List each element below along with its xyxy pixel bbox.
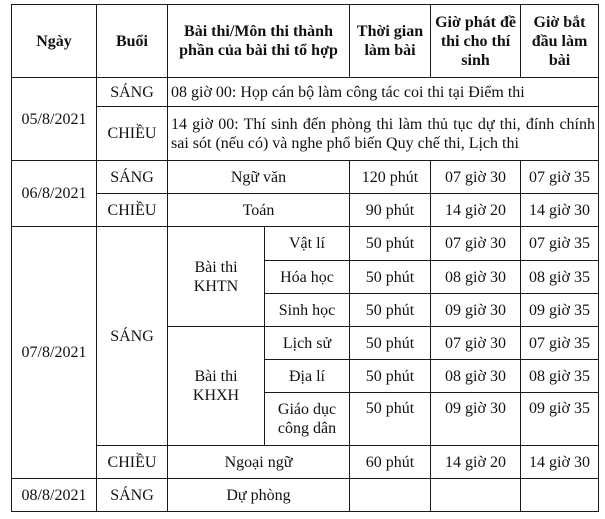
gio-phat-cell: 14 giờ 20 [431, 194, 521, 227]
session-cell: SÁNG [97, 78, 168, 107]
subject-cell: Ngoại ngữ [168, 446, 350, 479]
gio-phat-cell: 07 giờ 30 [431, 161, 521, 194]
duration-cell: 50 phút [350, 294, 431, 327]
subject-cell: Địa lí [265, 360, 350, 393]
note-cell: 08 giờ 00: Họp cán bộ làm công tác coi thi tại Điểm thi [168, 78, 599, 107]
gio-bat-dau-cell: 08 giờ 35 [521, 360, 599, 393]
duration-cell: 90 phút [350, 194, 431, 227]
duration-cell: 50 phút [350, 360, 431, 393]
group-cell: Bài thi KHTN [168, 227, 265, 327]
duration-cell: 50 phút [350, 227, 431, 261]
table-row [12, 479, 599, 512]
header-bai-thi: Bài thi/Môn thi thành phần của bài thi tổ hợp [168, 5, 350, 78]
gio-phat-cell: 08 giờ 30 [431, 360, 521, 393]
group-cell: Bài thi KHXH [168, 327, 265, 446]
table-row [12, 78, 599, 107]
gio-bat-dau-cell: 14 giờ 30 [521, 446, 599, 479]
duration-cell: 50 phút [350, 261, 431, 294]
subject-cell: Hóa học [265, 261, 350, 294]
header-gio-phat: Giờ phát đề thi cho thí sinh [431, 5, 521, 78]
header-thoi-gian: Thời gian làm bài [350, 5, 431, 78]
date-cell: 07/8/2021 [12, 227, 97, 479]
gio-bat-dau-cell: 07 giờ 35 [521, 327, 599, 360]
subject-cell: Sinh học [265, 294, 350, 327]
subject-cell: Vật lí [265, 227, 350, 261]
table-row [12, 161, 599, 194]
exam-schedule-table [11, 4, 599, 512]
session-cell: CHIỀU [97, 107, 168, 161]
table-row [12, 107, 599, 161]
header-buoi: Buổi [97, 5, 168, 78]
duration-cell: 120 phút [350, 161, 431, 194]
gio-phat-cell: 14 giờ 20 [431, 446, 521, 479]
gio-bat-dau-cell: 09 giờ 35 [521, 393, 599, 446]
subject-cell: Ngữ văn [168, 161, 350, 194]
table-row [12, 446, 599, 479]
session-cell: SÁNG [97, 161, 168, 194]
subject-cell: Giáo dục công dân [265, 393, 350, 446]
duration-cell: 50 phút [350, 327, 431, 360]
gio-phat-cell: 08 giờ 30 [431, 261, 521, 294]
gio-bat-dau-cell: 07 giờ 35 [521, 227, 599, 261]
gio-phat-cell [431, 479, 521, 512]
gio-phat-cell: 09 giờ 30 [431, 294, 521, 327]
table-row [12, 194, 599, 227]
gio-bat-dau-cell [521, 479, 599, 512]
session-cell: SÁNG [97, 227, 168, 446]
subject-cell: Lịch sử [265, 327, 350, 360]
date-cell: 08/8/2021 [12, 479, 97, 512]
gio-bat-dau-cell: 07 giờ 35 [521, 161, 599, 194]
date-cell: 05/8/2021 [12, 78, 97, 161]
header-ngay: Ngày [12, 5, 97, 78]
duration-cell [350, 479, 431, 512]
duration-cell: 50 phút [350, 393, 431, 446]
subject-cell: Toán [168, 194, 350, 227]
session-cell: CHIỀU [97, 194, 168, 227]
date-cell: 06/8/2021 [12, 161, 97, 227]
session-cell: SÁNG [97, 479, 168, 512]
table-row [12, 227, 599, 261]
gio-bat-dau-cell: 09 giờ 35 [521, 294, 599, 327]
session-cell: CHIỀU [97, 446, 168, 479]
gio-bat-dau-cell: 14 giờ 30 [521, 194, 599, 227]
gio-phat-cell: 07 giờ 30 [431, 227, 521, 261]
header-gio-bat-dau: Giờ bắt đầu làm bài [521, 5, 599, 78]
header-row [12, 5, 599, 78]
gio-bat-dau-cell: 08 giờ 35 [521, 261, 599, 294]
note-cell: 14 giờ 00: Thí sinh đến phòng thi làm thủ tục dự thi, đính chính sai sót (nếu có) và nghe phổ biến Quy chế thi, Lịch thi [168, 107, 599, 161]
gio-phat-cell: 07 giờ 30 [431, 327, 521, 360]
subject-cell: Dự phòng [168, 479, 350, 512]
duration-cell: 60 phút [350, 446, 431, 479]
gio-phat-cell: 09 giờ 30 [431, 393, 521, 446]
